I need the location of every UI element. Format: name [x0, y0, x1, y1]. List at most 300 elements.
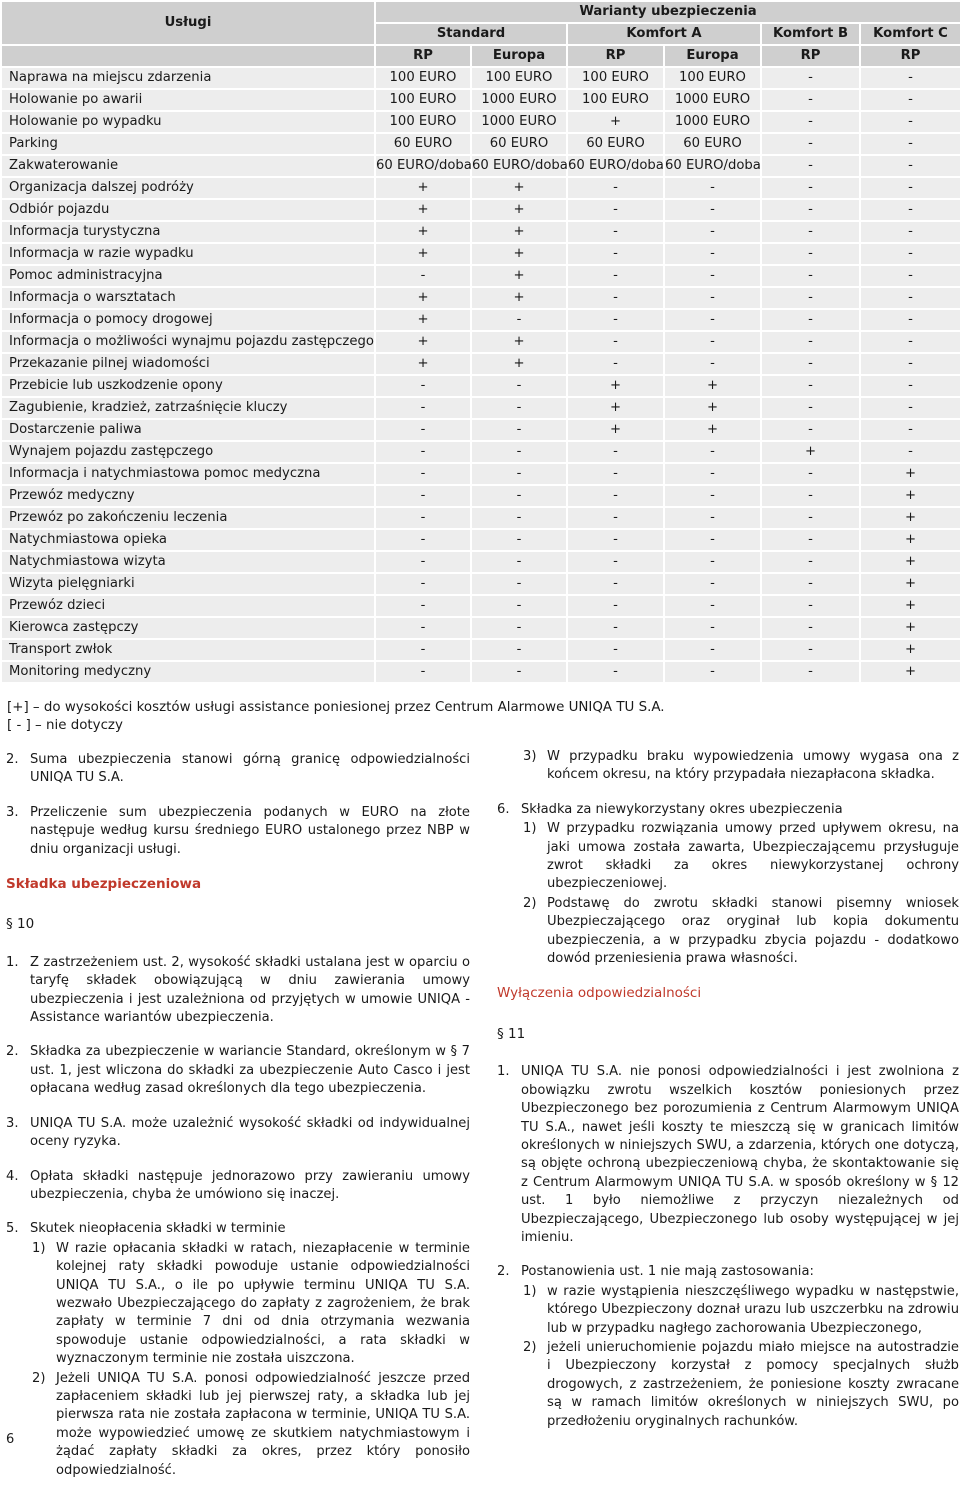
variant-value: - — [568, 178, 663, 198]
premium-item-4 — [6, 1168, 470, 1205]
clause-2 — [6, 751, 470, 788]
sub-text: W razie opłacania składki w ratach, niezapłacenie w terminie kolejnej raty składki powoduje ustanie odpowiedzialności UNIQA TU S.A., o ile po upływie terminu UNIQA TU S.A. wezwało Ubezpieczającego do zapłaty z zagrożeniem, że brak zapłaty w terminie 7 dni od dnia otrzymania wezwania spowoduje ustanie odpowiedzialności, a rata składki w wyznaczonym terminie nie została uiszczona. — [56, 1240, 470, 1367]
variant-value: - — [861, 354, 960, 374]
service-name: Przewóz dzieci — [2, 596, 374, 616]
table-row — [2, 222, 960, 242]
sub-item — [523, 895, 959, 969]
variant-value: - — [376, 376, 470, 396]
variant-value: - — [568, 288, 663, 308]
variant-value: + — [568, 398, 663, 418]
sub-item — [523, 1339, 959, 1431]
variant-value: - — [861, 332, 960, 352]
variant-value: - — [568, 508, 663, 528]
right-column — [497, 747, 959, 1447]
variant-value: - — [376, 574, 470, 594]
variant-value: - — [762, 420, 859, 440]
sub-text: jeżeli unieruchomienie pojazdu miało miejsce na autostradzie i Ubezpieczony korzystał z pomocy specjalnych służb drogowych, z zastrzeżeniem, że poniesione koszty zwracane są w ramach limitów określonych w niniejszych SWU, po przedłożeniu oryginalnych rachunków. — [547, 1339, 959, 1429]
variant-value: - — [665, 464, 760, 484]
variant-value: - — [568, 464, 663, 484]
variant-value: - — [376, 640, 470, 660]
sub-item — [523, 820, 959, 894]
variant-value: + — [568, 376, 663, 396]
variant-value: - — [762, 200, 859, 220]
variant-value: - — [762, 508, 859, 528]
variant-value: - — [376, 486, 470, 506]
sub-number: 1) — [32, 1240, 46, 1256]
variant-value: - — [665, 310, 760, 330]
variant-value: - — [665, 178, 760, 198]
table-row — [2, 68, 960, 88]
variant-value: - — [861, 266, 960, 286]
variant-value: + — [472, 200, 566, 220]
service-name: Informacja o pomocy drogowej — [2, 310, 374, 330]
service-name: Naprawa na miejscu zdarzenia — [2, 68, 374, 88]
variant-value: - — [762, 178, 859, 198]
variant-value: + — [376, 354, 470, 374]
service-name: Holowanie po awarii — [2, 90, 374, 110]
group-standard: Standard — [376, 24, 566, 44]
variant-value: + — [376, 200, 470, 220]
sub-text: W przypadku braku wypowiedzenia umowy wygasa ona z końcem okresu, na który przypadała niezapłacona składka. — [547, 749, 959, 783]
variant-value: + — [472, 266, 566, 286]
variant-value: - — [762, 244, 859, 264]
section-heading-exclusions: Wyłączenia odpowiedzialności — [497, 985, 702, 1002]
legend-minus: [ - ] – nie dotyczy — [7, 718, 123, 733]
sub-text: w razie wystąpienia nieszczęśliwego wypadku w następstwie, którego Ubezpieczony doznał urazu lub uszczerbku na zdrowiu lub w przypadku nagłego zachorowania Ubezpieczonego, — [547, 1283, 959, 1336]
variant-value: 60 EURO — [472, 134, 566, 154]
service-name: Organizacja dalszej podróży — [2, 178, 374, 198]
table-row — [2, 442, 960, 462]
service-name: Przebicie lub uszkodzenie opony — [2, 376, 374, 396]
variant-value: - — [762, 222, 859, 242]
variant-value: - — [568, 354, 663, 374]
variant-value: 100 EURO — [376, 112, 470, 132]
service-name: Holowanie po wypadku — [2, 112, 374, 132]
variant-value: - — [665, 618, 760, 638]
sub-item-3 — [523, 748, 959, 785]
variant-value: - — [665, 244, 760, 264]
clause-number: 1. — [497, 1064, 510, 1080]
clause-number: 3. — [6, 1115, 19, 1131]
sub-item — [523, 1283, 959, 1338]
clause-number: 1. — [6, 954, 19, 970]
variant-value: + — [472, 332, 566, 352]
sub-list — [32, 1240, 470, 1480]
clause-number: 6. — [497, 801, 510, 817]
service-name: Zagubienie, kradzież, zatrzaśnięcie kluczy — [2, 398, 374, 418]
service-name: Parking — [2, 134, 374, 154]
clause-text: Z zastrzeżeniem ust. 2, wysokość składki ustalana jest w oparciu o taryfę składek obowiązującą w dniu zawierania umowy ubezpieczenia i jest uzależniona od przyjętych w umowie UNIQA - Assistance wariantów ubezpieczenia. — [30, 954, 470, 1026]
variant-value: 60 EURO — [376, 134, 470, 154]
variant-value: 60 EURO/doba — [665, 156, 760, 176]
variant-value: - — [762, 574, 859, 594]
variant-value: - — [472, 508, 566, 528]
table-row — [2, 574, 960, 594]
premium-item-1 — [6, 954, 470, 1028]
service-name: Kierowca zastępczy — [2, 618, 374, 638]
table-row — [2, 508, 960, 528]
variant-value: - — [376, 530, 470, 550]
variant-value: - — [665, 640, 760, 660]
variant-value: - — [472, 552, 566, 572]
sub-item — [32, 1240, 470, 1369]
variant-value: - — [665, 662, 760, 682]
variant-value: - — [472, 662, 566, 682]
service-name: Natychmiastowa opieka — [2, 530, 374, 550]
variant-value: - — [665, 508, 760, 528]
group-komfort-c: Komfort C — [861, 24, 960, 44]
table-row — [2, 376, 960, 396]
service-name: Przewóz po zakończeniu leczenia — [2, 508, 374, 528]
variant-value: - — [376, 398, 470, 418]
table-row — [2, 156, 960, 176]
clause-number: 2. — [6, 752, 19, 767]
variant-value: - — [568, 310, 663, 330]
section-heading-premium: Składka ubezpieczeniowa — [6, 876, 202, 893]
variant-value: 100 EURO — [376, 90, 470, 110]
table-row — [2, 178, 960, 198]
variant-value: - — [762, 486, 859, 506]
variant-value: - — [568, 332, 663, 352]
variant-value: - — [665, 332, 760, 352]
variant-value: - — [762, 596, 859, 616]
variant-value: 100 EURO — [568, 68, 663, 88]
variant-value: 1000 EURO — [665, 90, 760, 110]
variant-value: 1000 EURO — [472, 90, 566, 110]
group-komfort-b: Komfort B — [762, 24, 859, 44]
variant-value: - — [472, 310, 566, 330]
variant-value: 100 EURO — [472, 68, 566, 88]
variant-value: - — [568, 222, 663, 242]
variant-value: - — [472, 464, 566, 484]
variant-value: + — [861, 574, 960, 594]
variant-value: - — [472, 618, 566, 638]
variant-value: - — [762, 618, 859, 638]
table-row — [2, 134, 960, 154]
variant-value: - — [665, 552, 760, 572]
variant-value: - — [376, 420, 470, 440]
variant-value: - — [376, 266, 470, 286]
variant-value: - — [861, 420, 960, 440]
variant-value: - — [568, 662, 663, 682]
variant-value: + — [665, 376, 760, 396]
variant-value: 60 EURO — [665, 134, 760, 154]
variant-value: + — [568, 420, 663, 440]
subcol: RP — [861, 46, 960, 66]
service-name: Przekazanie pilnej wiadomości — [2, 354, 374, 374]
subcol: RP — [568, 46, 663, 66]
variant-value: - — [861, 288, 960, 308]
variant-value: - — [665, 574, 760, 594]
variant-value: 60 EURO/doba — [376, 156, 470, 176]
service-name: Informacja o możliwości wynajmu pojazdu zastępczego — [2, 332, 374, 352]
variant-value: - — [861, 178, 960, 198]
variant-value: - — [472, 398, 566, 418]
variant-value: - — [568, 574, 663, 594]
variant-value: 100 EURO — [665, 68, 760, 88]
table-legend — [7, 699, 665, 735]
variant-value: - — [472, 530, 566, 550]
variant-value: - — [665, 596, 760, 616]
table-row — [2, 464, 960, 484]
variant-value: - — [568, 530, 663, 550]
sub-number: 2) — [523, 895, 537, 911]
variant-value: + — [376, 310, 470, 330]
table-row — [2, 530, 960, 550]
premium-item-5 — [6, 1220, 470, 1480]
table-row — [2, 332, 960, 352]
variant-value: + — [665, 420, 760, 440]
sub-list — [523, 820, 959, 968]
variant-value: - — [376, 618, 470, 638]
variant-value: - — [665, 266, 760, 286]
variant-value: + — [472, 354, 566, 374]
table-row — [2, 266, 960, 286]
variant-value: - — [472, 486, 566, 506]
variant-value: - — [861, 244, 960, 264]
service-name: Informacja o warsztatach — [2, 288, 374, 308]
clause-number: 2. — [6, 1044, 19, 1060]
paragraph-mark-11: § 11 — [497, 1025, 526, 1042]
table-row — [2, 552, 960, 572]
variant-value: - — [568, 266, 663, 286]
variant-value: - — [762, 376, 859, 396]
sub-text: W przypadku rozwiązania umowy przed upływem okresu, na jaki umowa została zawarta, Ubezpieczającemu przysługuje zwrot składki za okres niewykorzystanej ochrony ubezpieczeniowej. — [547, 821, 959, 892]
service-name: Wizyta pielęgniarki — [2, 574, 374, 594]
exclusion-item-2 — [497, 1263, 959, 1431]
variant-value: + — [861, 486, 960, 506]
variant-value: - — [762, 156, 859, 176]
premium-item-2 — [6, 1043, 470, 1098]
variant-value: 60 EURO — [568, 134, 663, 154]
variant-value: + — [861, 530, 960, 550]
subcol: Europa — [665, 46, 760, 66]
table-row — [2, 200, 960, 220]
table-row — [2, 398, 960, 418]
variant-value: - — [568, 442, 663, 462]
service-name: Natychmiastowa wizyta — [2, 552, 374, 572]
variant-value: - — [376, 662, 470, 682]
clause-number: 5. — [6, 1221, 19, 1237]
variant-value: - — [568, 640, 663, 660]
services-header: Usługi — [2, 2, 374, 44]
variant-value: - — [472, 442, 566, 462]
clause-number: 4. — [6, 1168, 19, 1184]
service-name: Dostarczenie paliwa — [2, 420, 374, 440]
variant-value: - — [861, 112, 960, 132]
subheader-blank — [2, 46, 374, 66]
variant-value: - — [861, 68, 960, 88]
variant-value: - — [568, 200, 663, 220]
clause-text: Składka za niewykorzystany okres ubezpieczenia — [521, 801, 843, 817]
table-row — [2, 112, 960, 132]
table-row — [2, 640, 960, 660]
service-name: Transport zwłok — [2, 640, 374, 660]
service-name: Monitoring medyczny — [2, 662, 374, 682]
variant-value: + — [472, 222, 566, 242]
variant-value: - — [762, 288, 859, 308]
subcol: RP — [762, 46, 859, 66]
group-komfort-a: Komfort A — [568, 24, 760, 44]
variant-value: + — [861, 464, 960, 484]
variant-value: - — [762, 464, 859, 484]
sub-number: 3) — [523, 749, 537, 764]
variant-value: - — [568, 596, 663, 616]
variant-value: - — [472, 574, 566, 594]
variant-value: - — [861, 222, 960, 242]
service-name: Informacja turystyczna — [2, 222, 374, 242]
variant-value: + — [861, 508, 960, 528]
service-name: Pomoc administracyjna — [2, 266, 374, 286]
table-row — [2, 420, 960, 440]
variant-value: - — [861, 134, 960, 154]
variant-value: - — [665, 200, 760, 220]
variant-value: 100 EURO — [376, 68, 470, 88]
variant-value: - — [472, 640, 566, 660]
clause-6 — [497, 801, 959, 969]
variant-value: - — [762, 266, 859, 286]
service-name: Zakwaterowanie — [2, 156, 374, 176]
sub-text: Jeżeli UNIQA TU S.A. ponosi odpowiedzialność jeszcze przed zapłaceniem składki lub jej pierwszej raty, a składka lub jej pierwsza rata nie została zapłacona w terminie, UNIQA TU S.A. może wypowiedzieć umowę ze skutkiem natychmiastowym i żądać zapłaty składki za okres, przez który ponosiło odpowiedzialność. — [56, 1370, 470, 1478]
variant-value: - — [665, 354, 760, 374]
service-name: Informacja i natychmiastowa pomoc medyczna — [2, 464, 374, 484]
sub-number: 2) — [32, 1370, 46, 1386]
variant-value: + — [861, 640, 960, 660]
variant-value: 1000 EURO — [472, 112, 566, 132]
subcol: Europa — [472, 46, 566, 66]
clause-text: Suma ubezpieczenia stanowi górną granicę odpowiedzialności UNIQA TU S.A. — [30, 752, 470, 786]
variant-value: - — [568, 618, 663, 638]
sub-number: 2) — [523, 1339, 537, 1355]
legend-plus: [+] – do wysokości kosztów usługi assistance poniesionej przez Centrum Alarmowe UNIQA TU S.A. — [7, 700, 665, 715]
variant-value: - — [376, 596, 470, 616]
variant-value: 100 EURO — [568, 90, 663, 110]
variant-value: - — [762, 552, 859, 572]
variant-value: - — [861, 398, 960, 418]
variants-header: Warianty ubezpieczenia — [376, 2, 960, 22]
variant-value: - — [376, 552, 470, 572]
variant-value: - — [762, 310, 859, 330]
variant-value: + — [472, 178, 566, 198]
variant-value: - — [665, 442, 760, 462]
clause-3 — [6, 804, 470, 859]
services-table — [0, 0, 962, 684]
table-row — [2, 310, 960, 330]
variant-value: + — [762, 442, 859, 462]
variant-value: - — [472, 376, 566, 396]
clause-text: Skutek nieopłacenia składki w terminie — [30, 1221, 286, 1237]
variant-value: - — [665, 222, 760, 242]
service-name: Wynajem pojazdu zastępczego — [2, 442, 374, 462]
variant-value: - — [762, 398, 859, 418]
service-name: Przewóz medyczny — [2, 486, 374, 506]
variant-value: - — [665, 486, 760, 506]
variant-value: + — [376, 222, 470, 242]
variant-value: - — [665, 288, 760, 308]
left-column — [6, 751, 470, 1496]
variant-value: - — [762, 134, 859, 154]
variant-value: + — [861, 662, 960, 682]
variant-value: + — [376, 332, 470, 352]
table-row — [2, 486, 960, 506]
variant-value: + — [568, 112, 663, 132]
clause-text: UNIQA TU S.A. nie ponosi odpowiedzialności i jest zwolniona z obowiązku zwrotu wszelkich kosztów poniesionych przez Ubezpieczonego bez porozumienia z Centrum Alarmowym UNIQA TU S.A., nawet jeśli koszty te mieszczą się w granicach limitów określonych w niniejszych SWU, a zdarzenia, których one dotyczą, są objęte ochroną ubezpieczeniową chyba, że skontaktowanie się z Centrum Alarmowym UNIQA TU S.A. w sposób określony w § 12 ust. 1 było niemożliwe z przyczyn niezależnych od Ubezpieczającego, Ubezpieczonego lub osoby występującej w jej imieniu. — [521, 1064, 959, 1245]
clause-number: 2. — [497, 1264, 510, 1280]
variant-value: - — [762, 530, 859, 550]
variant-value: + — [665, 398, 760, 418]
variant-value: - — [762, 354, 859, 374]
variant-value: + — [861, 596, 960, 616]
premium-item-3 — [6, 1115, 470, 1152]
variant-value: - — [376, 508, 470, 528]
variant-value: - — [376, 442, 470, 462]
variant-value: - — [762, 332, 859, 352]
clause-number: 3. — [6, 804, 19, 820]
variant-value: - — [376, 464, 470, 484]
variant-value: + — [472, 244, 566, 264]
variant-value: - — [861, 156, 960, 176]
page-number: 6 — [6, 1432, 15, 1447]
table-row — [2, 618, 960, 638]
variant-value: - — [472, 420, 566, 440]
services-table-wrap — [0, 0, 960, 684]
table-row — [2, 244, 960, 264]
clause-text: Składka za ubezpieczenie w wariancie Standard, określonym w § 7 ust. 1, jest wliczona do składki za ubezpieczenie Auto Casco i jest opłacana według zasad określonych dla tego ubezpieczenia. — [30, 1044, 470, 1097]
clause-text: UNIQA TU S.A. może uzależnić wysokość składki od indywidualnej oceny ryzyka. — [30, 1115, 470, 1150]
variant-value: + — [861, 552, 960, 572]
table-row — [2, 90, 960, 110]
variant-value: + — [861, 618, 960, 638]
variant-value: + — [376, 288, 470, 308]
variant-value: + — [376, 178, 470, 198]
service-name: Informacja w razie wypadku — [2, 244, 374, 264]
paragraph-mark-10: § 10 — [6, 916, 35, 933]
service-name: Odbiór pojazdu — [2, 200, 374, 220]
variant-value: - — [665, 530, 760, 550]
variant-value: - — [568, 552, 663, 572]
variant-value: - — [861, 200, 960, 220]
variant-value: - — [861, 90, 960, 110]
variant-value: - — [762, 68, 859, 88]
variant-value: - — [861, 310, 960, 330]
exclusion-item-1 — [497, 1063, 959, 1247]
variant-value: - — [762, 640, 859, 660]
clause-text: Opłata składki następuje jednorazowo przy zawieraniu umowy ubezpieczenia, chyba że umówiono się inaczej. — [30, 1168, 470, 1202]
variant-value: + — [376, 244, 470, 264]
table-row — [2, 596, 960, 616]
variant-value: 1000 EURO — [665, 112, 760, 132]
sub-number: 1) — [523, 821, 537, 837]
sub-list — [523, 1283, 959, 1431]
variant-value: - — [861, 376, 960, 396]
table-row — [2, 354, 960, 374]
sub-item — [32, 1370, 470, 1480]
variant-value: - — [762, 112, 859, 132]
variant-value: - — [568, 486, 663, 506]
services-table-body — [2, 68, 960, 682]
sub-number: 1) — [523, 1283, 537, 1299]
clause-text: Przeliczenie sum ubezpieczenia podanych w EURO na złote następuje według kursu średniego EURO ustalonego przez NBP w dniu organizacji usługi. — [30, 804, 470, 857]
variant-value: - — [762, 662, 859, 682]
table-row — [2, 288, 960, 308]
variant-value: - — [472, 596, 566, 616]
variant-value: + — [472, 288, 566, 308]
variant-value: - — [861, 442, 960, 462]
variant-value: 60 EURO/doba — [472, 156, 566, 176]
table-row — [2, 662, 960, 682]
sub-text: Podstawę do zwrotu składki stanowi pisemny wniosek Ubezpieczającego oraz oryginał lub kopia dokumentu ubezpieczenia, a w przypadku zbycia pojazdu - dodatkowo dowód przeniesienia prawa własności. — [547, 895, 959, 967]
clause-text: Postanowienia ust. 1 nie mają zastosowania: — [521, 1264, 814, 1280]
